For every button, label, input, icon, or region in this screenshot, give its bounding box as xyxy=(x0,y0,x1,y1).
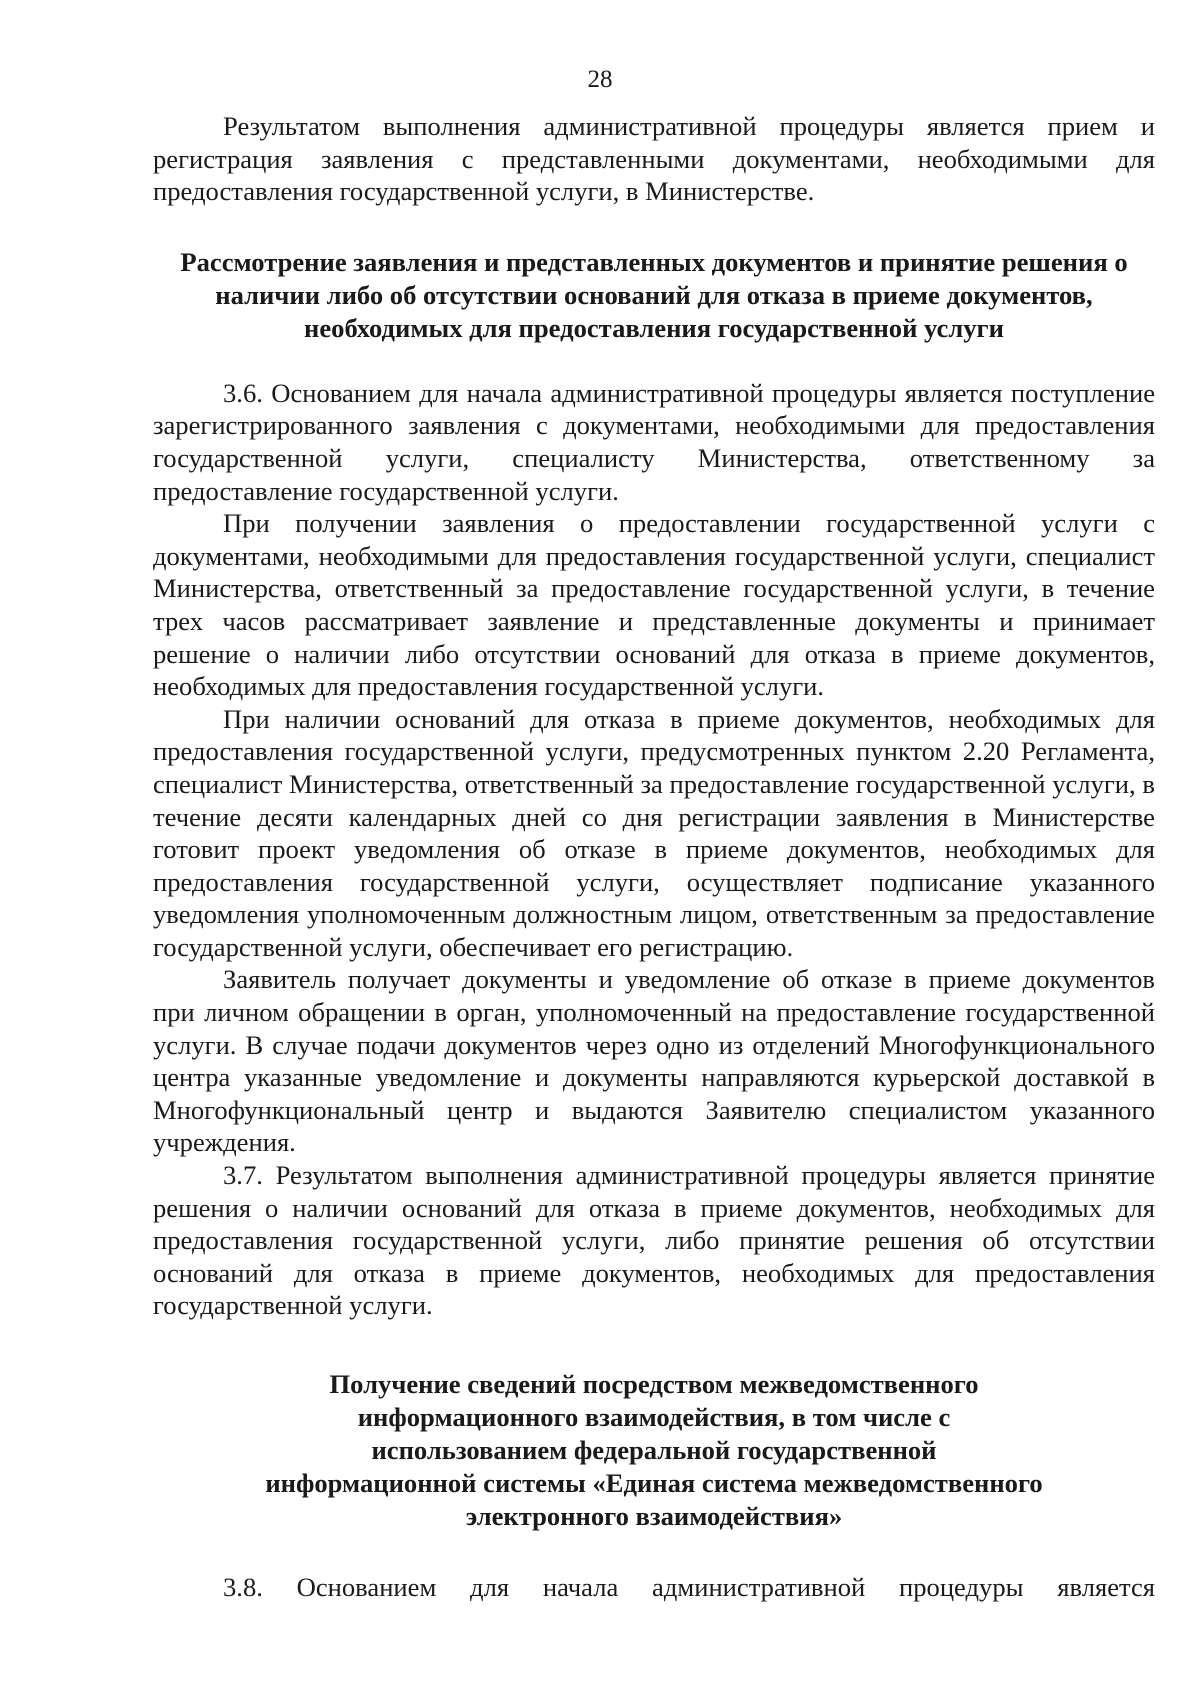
paragraph-refusal-grounds: При наличии оснований для отказа в приеме документов, необходимых для предоставления государственной услуги, предусмотренных пунктом 2.20 Регламента, специалист Министерства, ответственный за предоставление государственной услуги, в течение десяти календарных дней со дня регистрации заявления в Министерстве готовит проект уведомления об отказе в приеме документов, необходимых для предоставления государственной услуги, осуществляет подписание указанного уведомления уполномоченным должностным лицом, ответственным за предоставление государственной услуги, обеспечивает его регистрацию. xyxy=(153,703,1155,962)
paragraph-applicant-receives: Заявитель получает документы и уведомление об отказе в приеме документов при личном обращении в орган, уполномоченный на предоставление государственной услуги. В случае подачи документов через одно из отделений Многофункционального центра указанные уведомление и документы направляются курьерской доставкой в Многофункциональный центр и выдаются Заявителю специалистом указанного учреждения. xyxy=(153,964,1155,1158)
paragraph-review-procedure: При получении заявления о предоставлении государственной услуги с документами, необходимыми для предоставления государственной услуги, специалист Министерства, ответственный за предоставление государственной услуги, в течение трех часов рассматривает заявление и представленные документы и принимает решение о наличии либо отсутствии оснований для отказа в приеме документов, необходимых для предоставления государственной услуги. xyxy=(153,508,1155,702)
paragraph-3-7: 3.7. Результатом выполнения административной процедуры является принятие решения о наличии оснований для отказа в приеме документов, необходимых для предоставления государственной услуги, либо принятие решения об отсутствии оснований для отказа в приеме документов, необходимых для предоставления государственной услуги. xyxy=(153,1160,1155,1321)
page-number: 28 xyxy=(587,66,613,93)
paragraph-3-8: 3.8. Основанием для начала административной процедуры является xyxy=(223,1572,1155,1602)
document-body xyxy=(153,110,1155,1604)
section-heading-review: Рассмотрение заявления и представленных документов и принятие решения о наличии либо об отсутствии оснований для отказа в приеме документов, необходимых для предоставления государственной услуги xyxy=(180,246,1128,343)
paragraph-3-6: 3.6. Основанием для начала административной процедуры является поступление зарегистрированного заявления с документами, необходимыми для предоставления государственной услуги, специалисту Министерства, ответственному за предоставление государственной услуги. xyxy=(153,377,1155,506)
paragraph-registration-result: Результатом выполнения административной процедуры является прием и регистрация заявления с представленными документами, необходимыми для предоставления государственной услуги, в Министерстве. xyxy=(153,111,1155,207)
section-heading-interagency: Получение сведений посредством межведомственного информационного взаимодействия, в том числе с использованием федеральной государственной информационной системы «Единая система межведомственного электронного взаимодействия» xyxy=(265,1369,1043,1531)
